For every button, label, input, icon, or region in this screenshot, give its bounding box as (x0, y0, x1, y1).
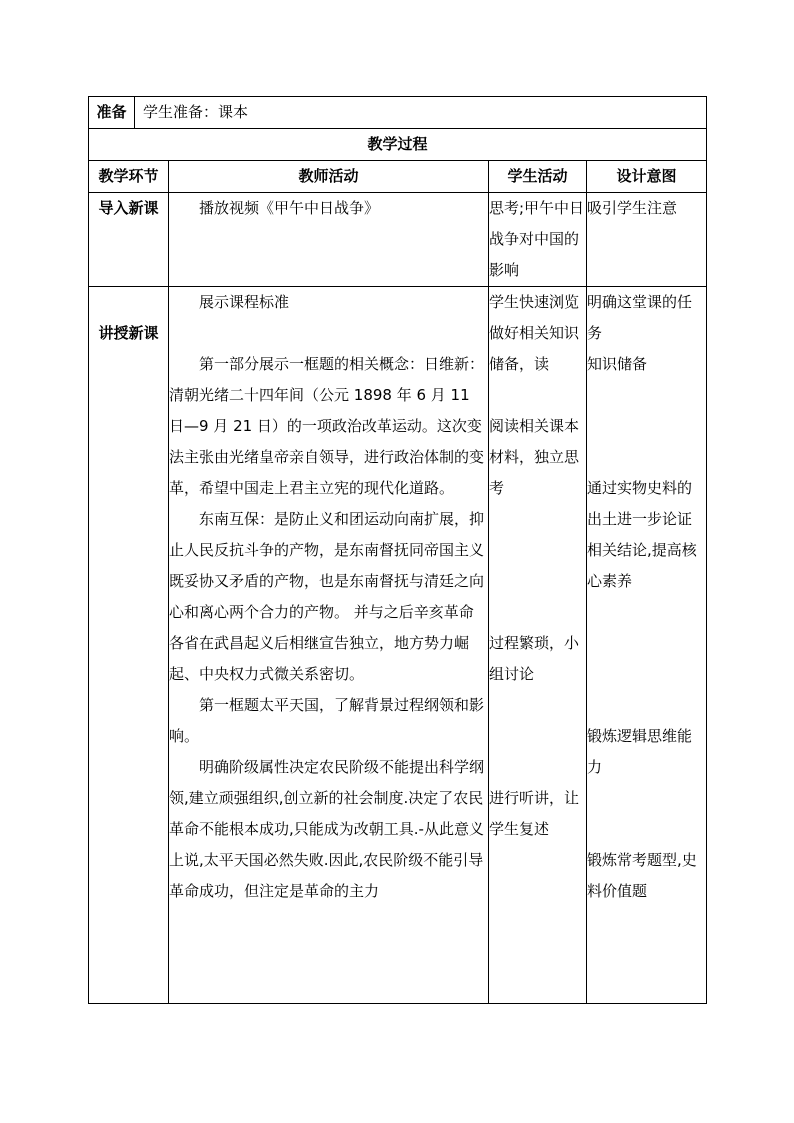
stage-label: 讲授新课 (98, 324, 159, 342)
teacher-text: 东南互保：是防止义和团运动向南扩展，抑止人民反抗斗争的产物，是东南督抚同帝国主义既妥协又矛盾的产物，也是东南督抚与清廷之向心和离心两个合力的产物。 并与之后辛亥革命各省在武昌起义后相继宣告独立，地方势力崛起、中央权力式微关系密切。 (169, 510, 485, 683)
student-text: 进行听讲，让学生复述 (489, 789, 580, 838)
intent-text: 知识储备 (587, 355, 648, 373)
prep-table (88, 96, 707, 129)
stage-cell (89, 193, 169, 287)
teacher-text: 第一框题太平天国，了解背景过程纲领和影响。 (169, 696, 485, 745)
column-header-student: 学生活动 (489, 161, 587, 193)
teacher-text: 第一部分展示一框题的相关概念：日维新：清朝光绪二十四年间（公元 1898 年 6 月 11 日—9 月 21 日）的一项政治改革运动。这次变法主张由光绪皇帝亲自领导，进行政治体制的变革，希望中国走上君主立宪的现代化道路。 (169, 355, 485, 497)
student-text: 做好相关知识储备，读 (489, 324, 580, 373)
intent-text: 明确这堂课的任务 (587, 293, 693, 342)
student-text: 阅读相关课本材料，独立思考 (489, 417, 580, 497)
student-text: 过程繁琐，小组讨论 (489, 634, 580, 683)
intent-text: 吸引学生注意 (587, 199, 678, 217)
table-row (89, 193, 707, 287)
process-title-row (89, 129, 707, 161)
column-header-teacher: 教师活动 (169, 161, 489, 193)
teacher-text: 明确阶级属性决定农民阶级不能提出科学纲领,建立顽强组织,创立新的社会制度.决定了农民革命不能根本成功,只能成为改朝工具.-从此意义上说,太平天国必然失败.因此,农民阶级不能引导革命成功，但注定是革命的主力 (169, 758, 485, 900)
table-row (89, 287, 707, 1004)
intent-text: 锻炼逻辑思维能力 (587, 727, 693, 776)
intent-cell (587, 193, 707, 287)
prep-row (89, 97, 707, 129)
stage-cell (89, 287, 169, 1004)
prep-value: 学生准备：课本 (135, 97, 707, 129)
intent-text: 锻炼常考题型,史料价值题 (587, 851, 697, 900)
student-cell (489, 287, 587, 1004)
student-text: 思考;甲午中日战争对中国的影响 (489, 199, 585, 279)
intent-cell (587, 287, 707, 1004)
student-cell (489, 193, 587, 287)
teacher-cell (169, 287, 489, 1004)
column-header-stage: 教学环节 (89, 161, 169, 193)
student-text: 学生快速浏览 (489, 293, 580, 311)
process-title: 教学过程 (89, 129, 707, 161)
prep-label: 准备 (89, 97, 135, 129)
teacher-text: 播放视频《甲午中日战争》 (199, 199, 380, 217)
teacher-text: 展示课程标准 (199, 293, 290, 311)
intent-text: 通过实物史料的出土进一步论证相关结论,提高核心素养 (587, 479, 697, 590)
column-header-row (89, 161, 707, 193)
process-table (88, 128, 707, 1004)
stage-label: 导入新课 (98, 199, 159, 217)
column-header-intent: 设计意图 (587, 161, 707, 193)
teacher-cell (169, 193, 489, 287)
